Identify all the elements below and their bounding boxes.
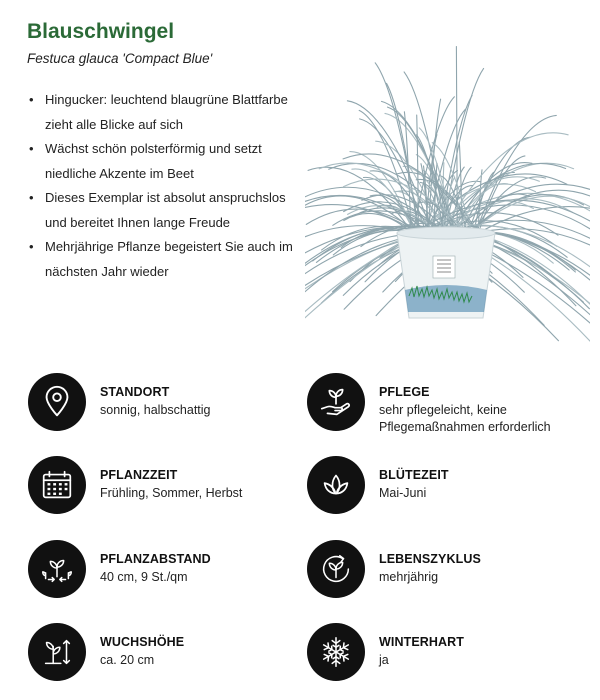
plant-height-icon <box>28 623 86 681</box>
plant-photo <box>305 28 590 348</box>
cycle-seedling-icon <box>307 540 365 598</box>
bullet-item: • Dieses Exemplar ist absolut anspruchslos und bereitet Ihnen lange Freude <box>27 186 302 235</box>
feature-title: WUCHSHÖHE <box>100 635 185 649</box>
feature-bullet-list <box>27 88 302 284</box>
feature-bluetezeit <box>307 456 587 516</box>
feature-value: ja <box>379 653 389 667</box>
product-title: Blauschwingel <box>27 20 175 43</box>
snowflake-icon <box>307 623 365 681</box>
location-pin-icon <box>28 373 86 431</box>
feature-value: Mai-Juni <box>379 486 427 500</box>
plant-spacing-icon <box>28 540 86 598</box>
feature-value: Frühling, Sommer, Herbst <box>100 486 243 500</box>
feature-pflege <box>307 373 587 433</box>
feature-wuchshoehe <box>28 623 308 683</box>
feature-value: sehr pflegeleicht, keine Pflegemaßnahmen erforderlich <box>379 403 551 434</box>
feature-value: 40 cm, 9 St./qm <box>100 570 188 584</box>
feature-value: sonnig, halbschattig <box>100 403 211 417</box>
feature-title: PFLANZZEIT <box>100 468 178 482</box>
hand-seedling-icon <box>307 373 365 431</box>
plant-pot <box>397 227 495 318</box>
feature-standort <box>28 373 308 433</box>
calendar-icon <box>28 456 86 514</box>
feature-title: PFLEGE <box>379 385 430 399</box>
feature-value: mehrjährig <box>379 570 439 584</box>
feature-title: PFLANZABSTAND <box>100 552 211 566</box>
feature-title: LEBENSZYKLUS <box>379 552 481 566</box>
lotus-flower-icon <box>307 456 365 514</box>
feature-title: STANDORT <box>100 385 170 399</box>
bullet-item: • Mehrjährige Pflanze begeistert Sie auch im nächsten Jahr wieder <box>27 235 302 284</box>
feature-value: ca. 20 cm <box>100 653 155 667</box>
feature-pflanzabstand <box>28 540 308 600</box>
feature-lebenszyklus <box>307 540 587 600</box>
feature-title: BLÜTEZEIT <box>379 468 449 482</box>
bullet-item: • Wächst schön polsterförmig und setzt niedliche Akzente im Beet <box>27 137 302 186</box>
product-subtitle: Festuca glauca 'Compact Blue' <box>27 51 213 66</box>
feature-pflanzzeit <box>28 456 308 516</box>
feature-title: WINTERHART <box>379 635 465 649</box>
bullet-item: • Hingucker: leuchtend blaugrüne Blattfarbe zieht alle Blicke auf sich <box>27 88 302 137</box>
feature-winterhart <box>307 623 587 683</box>
